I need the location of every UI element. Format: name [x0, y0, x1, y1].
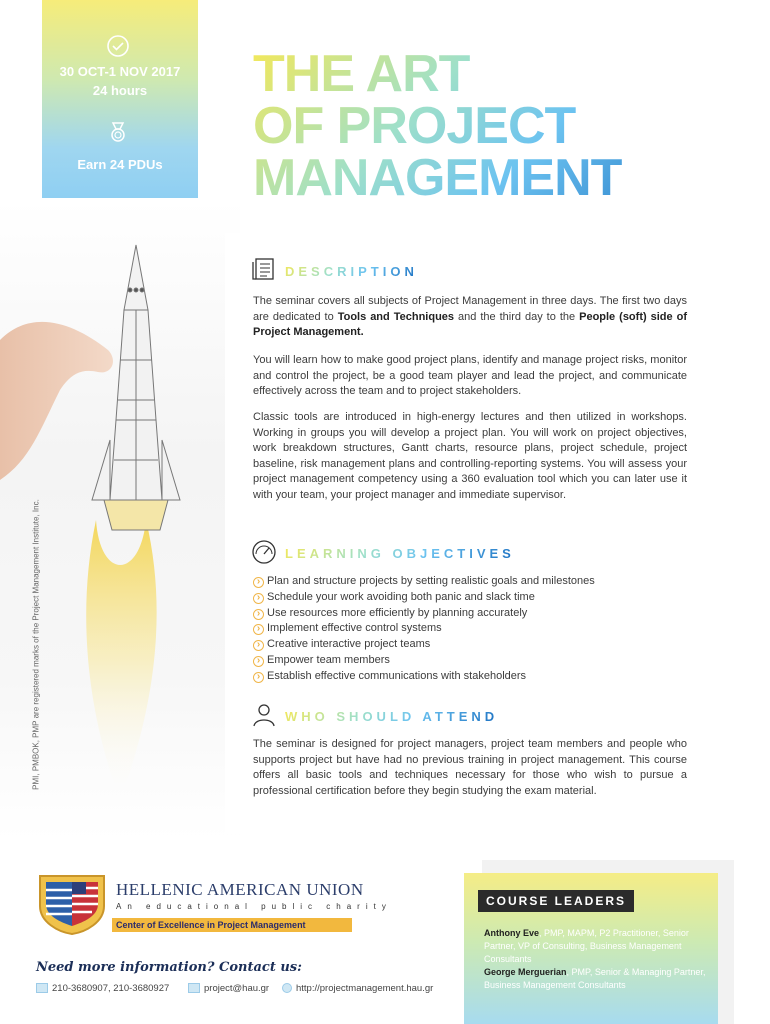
- list-item: › Use resources more efficiently by planning accurately: [253, 606, 683, 622]
- title-line-1: THE ART: [253, 45, 470, 103]
- attend-heading: WHO SHOULD ATTEND: [285, 709, 499, 724]
- page-title: [253, 45, 733, 207]
- desc-text-c: and the third day to the: [454, 310, 580, 323]
- hau-logo-icon: [36, 872, 108, 936]
- description-paragraph-1: [253, 294, 687, 341]
- event-badge: [42, 0, 198, 198]
- leader-2-desc: , PMP, Senior & Managing Partner, Business Management Consultants: [484, 967, 706, 990]
- list-item: › Establish effective communications with stakeholders: [253, 669, 683, 685]
- leader-1-name: Anthony Eve: [484, 928, 540, 938]
- rocket-flame: [86, 520, 156, 800]
- globe-icon: [282, 983, 292, 993]
- email-icon: [188, 983, 200, 993]
- description-paragraph-2: You will learn how to make good project plans, identify and manage project risks, monitor and control the project, be a good team player and lead the project, and communicate effectively across the team and to project stakeholders.: [253, 354, 687, 397]
- title-line-3: MANAGEMENT: [253, 149, 622, 207]
- medal-icon: [106, 120, 130, 144]
- contact-web[interactable]: [282, 983, 433, 994]
- check-circle-icon: [106, 34, 130, 58]
- course-leaders-panel: [464, 873, 718, 1024]
- list-item: › Plan and structure projects by setting realistic goals and milestones: [253, 574, 683, 590]
- event-hours: 24 hours: [92, 83, 148, 98]
- objectives-list: [253, 574, 683, 685]
- person-icon: [251, 703, 277, 727]
- contact-email[interactable]: [188, 983, 269, 994]
- leader-2-name: George Merguerian: [484, 967, 567, 977]
- contact-heading: Need more information? Contact us:: [36, 960, 302, 975]
- description-heading: DESCRIPTION: [285, 264, 418, 279]
- desc-bold-people: People (soft) side of Project Management.: [253, 310, 687, 338]
- description-paragraph-3: Classic tools are introduced in high-energy lectures and then utilized in workshops. Working in groups you will develop a project plan. You will work on project objectives, work breakdown structures, Gantt charts, resource plans, project schedule, project baseline, risk management plans and controlling-reporting systems. You will assess your project management competency using a 360 evaluation tool which you can later use it with your team, your project manager and immediate supervisor.: [253, 411, 687, 501]
- title-line-2: OF PROJECT: [253, 97, 576, 155]
- list-item: › Creative interactive project teams: [253, 637, 683, 653]
- contact-phone: [36, 983, 169, 994]
- event-pdus: Earn 24 PDUs: [77, 157, 163, 172]
- rocket-body: [92, 245, 180, 530]
- contact-web-text[interactable]: http://projectmanagement.hau.gr: [296, 983, 434, 994]
- list-item: › Empower team members: [253, 653, 683, 669]
- leader-1-desc: , PMP, MAPM, P2 Practitioner, Senior Partner, VP of Consulting, Business Management Consultants: [484, 928, 689, 964]
- phone-icon: [36, 983, 48, 993]
- hand: [0, 322, 113, 480]
- objectives-heading: LEARNING OBJECTIVES: [285, 546, 515, 561]
- leaders-heading: COURSE LEADERS: [478, 890, 634, 912]
- leader-1: [484, 927, 712, 966]
- org-tagline: An educational public charity: [116, 902, 392, 911]
- contact-phone-text: 210-3680907, 210-3680927: [52, 983, 170, 994]
- org-name: HELLENIC AMERICAN UNION: [116, 880, 364, 899]
- gauge-icon: [251, 540, 277, 564]
- list-item: › Schedule your work avoiding both panic and slack time: [253, 590, 683, 606]
- org-center: Center of Excellence in Project Management: [112, 918, 352, 932]
- content-card: [225, 233, 715, 833]
- contact-email-text[interactable]: project@hau.gr: [204, 983, 270, 994]
- list-item: › Implement effective control systems: [253, 621, 683, 637]
- attend-paragraph: The seminar is designed for project managers, project team members and people who supports project but have had no previous training in project management. This course offers all basic tools and techniques necessary for those who wish to pursue a professional certification before they begin studying the exam material.: [253, 738, 687, 797]
- document-icon: [251, 257, 277, 281]
- trademark-notice: PMI, PMBOK, PMP are registered marks of the Project Management Institute, Inc.: [31, 499, 41, 790]
- desc-bold-tools: Tools and Techniques: [337, 310, 455, 323]
- desc-text-a: The seminar covers all subjects of Project Management in three days. The first two days are dedicated to: [253, 295, 687, 323]
- event-dates: 30 OCT-1 NOV 2017: [59, 64, 181, 79]
- leader-2: [484, 966, 712, 992]
